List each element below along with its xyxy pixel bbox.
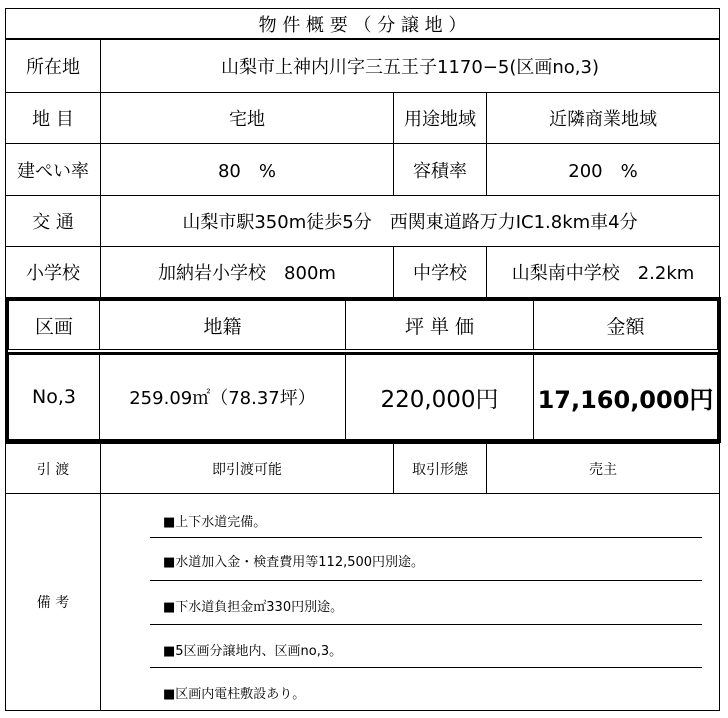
- junior-high-label: 中学校: [393, 246, 487, 298]
- remarks-divider: [150, 624, 702, 625]
- remarks-label: 備 考: [5, 493, 101, 711]
- handover-value: 即引渡可能: [100, 443, 394, 494]
- unit-price-header: 坪 単 価: [345, 300, 534, 350]
- zoning-value: 近隣商業地域: [486, 92, 720, 144]
- land-category-label: 地 目: [5, 92, 101, 144]
- page-title: 物 件 概 要 （ 分 譲 地 ）: [5, 8, 720, 39]
- zoning-label: 用途地域: [393, 92, 487, 144]
- transport-value: 山梨市駅350m徒歩5分 西関東道路万力IC1.8km車4分: [100, 195, 720, 247]
- far-label: 容積率: [393, 143, 487, 196]
- remarks-item: ■下水道負担金㎡330円別途。: [163, 600, 344, 615]
- remarks-item: ■水道加入金・検査費用等112,500円別途。: [163, 555, 425, 570]
- remarks-divider: [150, 667, 702, 668]
- transaction-type-label: 取引形態: [393, 443, 487, 494]
- lot-header: 区画: [8, 300, 100, 350]
- transport-label: 交 通: [5, 195, 101, 247]
- total-price-value: 17,160,000円: [533, 352, 718, 440]
- location-label: 所在地: [5, 39, 101, 93]
- elementary-school-value: 加納岩小学校 800m: [100, 246, 394, 298]
- area-value: 259.09㎡（78.37坪）: [99, 352, 346, 440]
- total-price-header: 金額: [533, 300, 718, 350]
- remarks-item: ■上下水道完備。: [163, 515, 267, 530]
- transaction-type-value: 売主: [486, 443, 720, 494]
- far-value: 200 %: [486, 143, 720, 196]
- remarks-divider: [150, 580, 702, 581]
- remarks-divider: [150, 537, 702, 538]
- unit-price-value: 220,000円: [345, 352, 534, 440]
- coverage-label: 建ぺい率: [5, 143, 101, 196]
- lot-value: No,3: [8, 352, 100, 440]
- land-category-value: 宅地: [100, 92, 394, 144]
- location-value: 山梨市上神内川字三五王子1170−5(区画no,3): [100, 39, 720, 93]
- handover-label: 引 渡: [5, 443, 101, 494]
- coverage-value: 80 %: [100, 143, 394, 196]
- remarks-item: ■5区画分譲地内、区画no,3。: [163, 644, 343, 659]
- remarks-item: ■区画内電柱敷設あり。: [163, 687, 306, 702]
- junior-high-value: 山梨南中学校 2.2km: [486, 246, 720, 298]
- elementary-school-label: 小学校: [5, 246, 101, 298]
- area-header: 地籍: [99, 300, 346, 350]
